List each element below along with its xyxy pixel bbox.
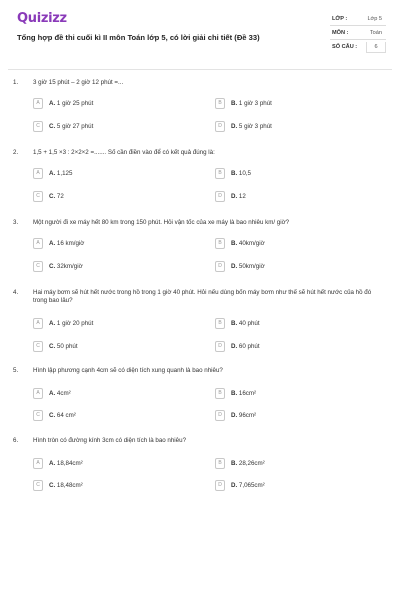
option-key: D. [231,482,238,489]
option-text: 18,48cm² [56,482,83,489]
meta-label: MÔN : [332,30,349,36]
option-c[interactable] [33,261,195,272]
option-text: 32km/giờ [56,263,83,270]
option-d[interactable] [215,480,377,491]
option-b[interactable] [215,388,377,399]
meta-table [330,12,386,54]
meta-row-count [330,40,386,54]
question-text: 1,5 + 1,5 ×3 : 2×2×2 =....... Số cần điền vào để có kết quả đúng là: [33,149,215,156]
question-number: 6. [13,437,19,444]
option-text: 16 km/giờ [56,240,85,247]
option-d[interactable] [215,121,377,132]
option-text: 60 phút [238,343,260,350]
worksheet-header [0,0,400,66]
option-key: C. [49,343,56,350]
option-text: 5 giờ 27 phút [56,123,94,130]
option-key: B. [231,390,238,397]
option-text: 50 phút [56,343,78,350]
question-text: Một người đi xe máy hết 80 km trong 150 phút. Hỏi vận tốc của xe máy là bao nhiêu km/ giờ? [33,219,290,226]
option-b[interactable] [215,318,377,329]
option-text: 1 giờ 25 phút [56,100,94,107]
option-key: B. [231,240,238,247]
option-letter: B [215,458,225,469]
option-text: 16cm² [238,390,257,397]
page-title: Tổng hợp đề thi cuối kì II môn Toán lớp 5, có lời giải chi tiết (Đề 33) [17,33,260,42]
option-a[interactable] [33,238,195,249]
option-letter: D [215,191,225,202]
option-text: 12 [238,193,246,200]
option-text: 72 [56,193,64,200]
question-number: 2. [13,149,19,156]
option-d[interactable] [215,261,377,272]
question-number: 5. [13,367,19,374]
option-letter: D [215,410,225,421]
option-key: C. [49,482,56,489]
option-letter: D [215,341,225,352]
option-key: A. [49,170,56,177]
meta-row-subject [330,26,386,40]
option-text: 64 cm² [56,412,76,419]
option-letter: A [33,318,43,329]
question-number: 4. [13,289,19,296]
option-key: A. [49,460,56,467]
option-letter: A [33,458,43,469]
option-key: C. [49,412,56,419]
option-a[interactable] [33,168,195,179]
option-key: C. [49,193,56,200]
option-d[interactable] [215,410,377,421]
meta-value: Toán [369,30,382,36]
option-key: A. [49,320,56,327]
question-text: Hình lập phương cạnh 4cm sẽ có diện tích xung quanh là bao nhiêu? [33,367,223,374]
option-key: C. [49,123,56,130]
option-letter: B [215,318,225,329]
option-c[interactable] [33,121,195,132]
quizizz-logo: Quizizz [17,11,67,26]
option-a[interactable] [33,458,195,469]
meta-label: SỐ CÂU : [332,44,358,50]
option-letter: C [33,341,43,352]
option-c[interactable] [33,410,195,421]
meta-value: 6 [366,42,386,53]
option-letter: B [215,238,225,249]
option-key: B. [231,170,238,177]
option-b[interactable] [215,238,377,249]
option-text: 5 giờ 3 phút [238,123,272,130]
option-letter: D [215,261,225,272]
meta-label: LỚP : [332,16,348,22]
option-text: 7,065cm² [238,482,265,489]
option-b[interactable] [215,458,377,469]
option-key: D. [231,412,238,419]
option-d[interactable] [215,191,377,202]
option-letter: B [215,98,225,109]
option-c[interactable] [33,191,195,202]
option-letter: C [33,191,43,202]
option-letter: D [215,121,225,132]
option-text: 28,26cm² [238,460,265,467]
option-letter: A [33,238,43,249]
option-text: 10,5 [238,170,251,177]
option-key: D. [231,263,238,270]
option-text: 1,125 [56,170,73,177]
option-letter: C [33,261,43,272]
option-key: B. [231,100,238,107]
option-text: 96cm² [238,412,257,419]
question-number: 1. [13,79,19,86]
option-text: 1 giờ 3 phút [238,100,272,107]
option-letter: D [215,480,225,491]
option-text: 50km/giờ [238,263,265,270]
option-key: D. [231,193,238,200]
option-key: A. [49,240,56,247]
meta-row-grade [330,12,386,26]
option-letter: A [33,388,43,399]
option-key: A. [49,390,56,397]
question-text: Hình tròn có đường kính 3cm có diện tích là bao nhiêu? [33,437,187,444]
option-key: B. [231,460,238,467]
option-text: 4cm² [56,390,71,397]
option-text: 1 giờ 20 phút [56,320,94,327]
meta-value: Lớp 5 [367,16,382,22]
option-a[interactable] [33,98,195,109]
option-letter: C [33,480,43,491]
option-letter: C [33,410,43,421]
option-letter: B [215,168,225,179]
question-text: Hai máy bơm sẽ hút hết nước trong hồ trong 1 giờ 40 phút. Hỏi nếu dùng bốn máy bơm như thế sẽ hút hết nước của hồ đó trong bao lâu? [33,289,372,304]
option-b[interactable] [215,98,377,109]
question-text: 3 giờ 15 phút – 2 giờ 12 phút =... [33,79,124,86]
header-divider [8,69,392,70]
option-key: D. [231,123,238,130]
option-key: D. [231,343,238,350]
option-text: 18,84cm² [56,460,83,467]
option-key: B. [231,320,238,327]
option-c[interactable] [33,480,195,491]
question-number: 3. [13,219,19,226]
option-a[interactable] [33,318,195,329]
option-letter: C [33,121,43,132]
option-letter: B [215,388,225,399]
option-text: 40km/giờ [238,240,265,247]
option-a[interactable] [33,388,195,399]
option-letter: A [33,168,43,179]
option-key: C. [49,263,56,270]
option-d[interactable] [215,341,377,352]
option-b[interactable] [215,168,377,179]
option-key: A. [49,100,56,107]
option-c[interactable] [33,341,195,352]
option-letter: A [33,98,43,109]
option-text: 40 phút [238,320,260,327]
